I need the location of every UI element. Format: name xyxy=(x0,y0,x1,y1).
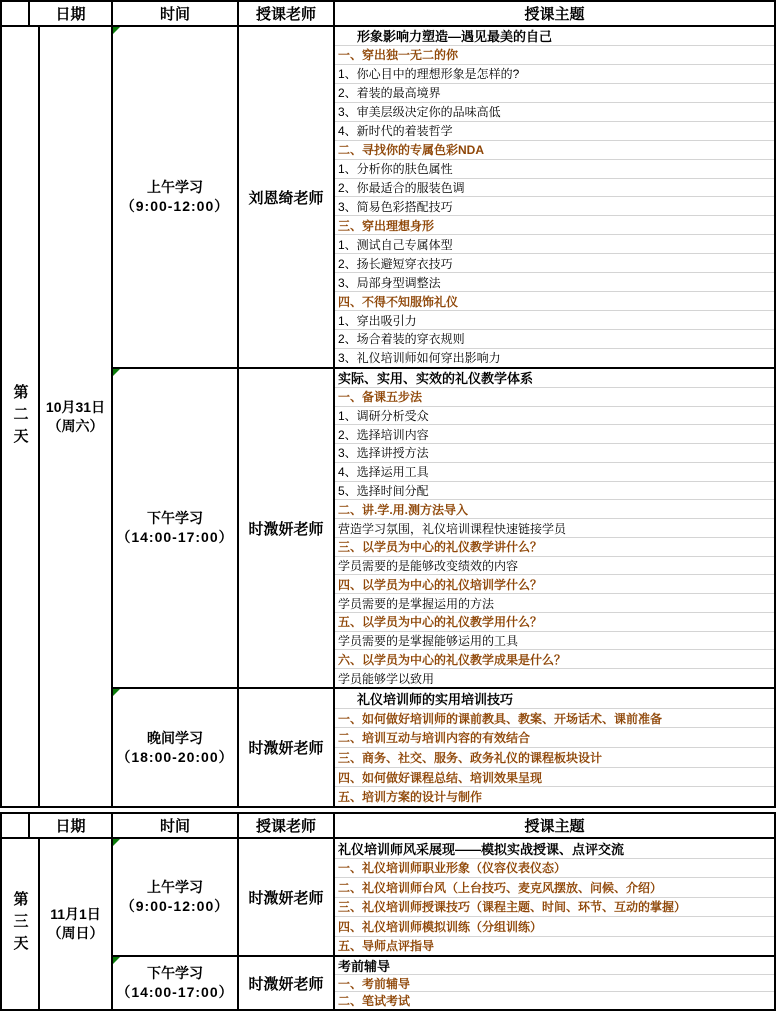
topic-row[interactable] xyxy=(335,196,774,215)
header-date-label: 日期 xyxy=(55,6,86,23)
time-cell[interactable] xyxy=(113,957,239,1009)
time-blocks xyxy=(113,839,774,1009)
topic-row[interactable] xyxy=(335,518,774,537)
topics-column xyxy=(335,369,774,687)
teacher-name-label: 刘恩绮老师 xyxy=(248,189,324,207)
topic-text: 营造学习氛围，礼仪培训课程快速链接学员 xyxy=(338,521,567,536)
excel-error-triangle-icon xyxy=(113,957,120,964)
topic-row[interactable] xyxy=(335,689,774,708)
topics-column xyxy=(335,839,774,955)
topic-text: 三、穿出理想身形 xyxy=(338,218,435,233)
time-session-label: 下午学习 xyxy=(147,965,203,981)
topic-row[interactable] xyxy=(335,140,774,159)
excel-error-triangle-icon xyxy=(113,689,120,696)
topic-text: 3、选择讲授方法 xyxy=(338,446,429,461)
topic-row[interactable] xyxy=(335,747,774,767)
date-line2: （周六） xyxy=(47,417,104,434)
topic-text: 3、局部身型调整法 xyxy=(338,275,441,290)
topic-row[interactable] xyxy=(335,839,774,858)
topic-row[interactable] xyxy=(335,991,774,1009)
time-cell[interactable] xyxy=(113,689,239,806)
header-topic-label: 授课主题 xyxy=(524,818,585,835)
topic-text: 3、审美层级决定你的品味高低 xyxy=(338,105,501,120)
topics-column xyxy=(335,689,774,806)
topic-row[interactable] xyxy=(335,406,774,425)
topic-text: 1、穿出吸引力 xyxy=(338,313,417,328)
day-label: 第二天 xyxy=(11,383,29,450)
time-range-label: （9:00-12:00） xyxy=(120,198,230,214)
topic-row[interactable] xyxy=(335,272,774,291)
excel-error-triangle-icon xyxy=(113,27,120,34)
topic-text: 4、选择运用工具 xyxy=(338,465,429,480)
topic-text: 三、商务、社交、服务、政务礼仪的课程板块设计 xyxy=(338,750,603,765)
topic-row[interactable] xyxy=(335,64,774,83)
topic-text: 二、礼仪培训师台风（上台技巧、麦克风摆放、问候、介绍） xyxy=(338,880,663,895)
header-topic-cell[interactable] xyxy=(335,2,774,25)
day-label: 第三天 xyxy=(11,891,29,957)
topic-text: 学员需要的是能够改变绩效的内容 xyxy=(338,559,519,574)
topic-text: 一、如何做好培训师的课前教具、教案、开场话术、课前准备 xyxy=(338,711,663,726)
time-blocks xyxy=(113,27,774,806)
topic-row[interactable] xyxy=(335,858,774,878)
topic-row[interactable] xyxy=(335,481,774,500)
header-time-cell[interactable] xyxy=(113,814,239,837)
table-header-row xyxy=(2,814,774,839)
topic-text: 学员需要的是掌握能够运用的工具 xyxy=(338,634,519,649)
topic-text: 4、新时代的着装哲学 xyxy=(338,124,453,139)
topic-row[interactable] xyxy=(335,369,774,387)
topic-row[interactable] xyxy=(335,45,774,64)
topic-text: 四、礼仪培训师模拟训练（分组训练） xyxy=(338,919,543,934)
topic-text: 二、讲.学.用.测方法导入 xyxy=(338,502,469,517)
topic-row[interactable] xyxy=(335,556,774,575)
topic-row[interactable] xyxy=(335,631,774,650)
day-cell[interactable] xyxy=(2,27,40,806)
table-header-row xyxy=(2,2,774,27)
header-date-label: 日期 xyxy=(55,818,86,835)
topic-row[interactable] xyxy=(335,974,774,992)
session-block xyxy=(113,369,774,689)
header-stub-cell[interactable] xyxy=(2,814,30,837)
topic-row[interactable] xyxy=(335,767,774,787)
topic-text: 3、简易色彩搭配技巧 xyxy=(338,199,453,214)
time-range-label: （9:00-12:00） xyxy=(120,898,230,914)
date-line1: 11月1日 xyxy=(50,906,101,922)
topic-row[interactable] xyxy=(335,499,774,518)
topic-row[interactable] xyxy=(335,215,774,234)
topic-text: 形象影响力塑造—遇见最美的自己 xyxy=(357,29,553,45)
header-topic-cell[interactable] xyxy=(335,814,774,837)
topic-text: 礼仪培训师的实用培训技巧 xyxy=(357,691,514,707)
topic-text: 二、笔试考试 xyxy=(338,994,411,1009)
topic-text: 五、培训方案的设计与制作 xyxy=(338,790,483,805)
session-block xyxy=(113,27,774,369)
topic-text: 2、场合着装的穿衣规则 xyxy=(338,332,465,347)
topic-row[interactable] xyxy=(335,424,774,443)
topic-text: 五、导师点评指导 xyxy=(338,939,435,954)
topic-text: 三、礼仪培训师授课技巧（课程主题、时间、环节、互动的掌握） xyxy=(338,900,687,915)
date-cell[interactable] xyxy=(40,27,113,806)
topic-text: 5、选择时间分配 xyxy=(338,483,429,498)
time-session-label: 下午学习 xyxy=(147,510,203,526)
topic-row[interactable] xyxy=(335,102,774,121)
topic-row[interactable] xyxy=(335,649,774,668)
time-session-label: 上午学习 xyxy=(147,879,203,895)
topic-row[interactable] xyxy=(335,897,774,917)
topic-row[interactable] xyxy=(335,537,774,556)
topic-row[interactable] xyxy=(335,27,774,45)
topic-text: 考前辅导 xyxy=(338,958,391,974)
teacher-cell[interactable] xyxy=(239,839,335,955)
time-session-label: 上午学习 xyxy=(147,179,203,195)
table-body xyxy=(2,27,774,806)
topic-text: 二、培训互动与培训内容的有效结合 xyxy=(338,731,531,746)
session-block xyxy=(113,839,774,957)
teacher-name-label: 时溦妍老师 xyxy=(248,740,324,757)
time-cell[interactable] xyxy=(113,839,239,955)
topics-column xyxy=(335,957,774,1009)
topic-text: 二、寻找你的专属色彩NDA xyxy=(338,143,484,158)
topic-text: 一、穿出独一无二的你 xyxy=(338,48,459,63)
topic-text: 3、礼仪培训师如何穿出影响力 xyxy=(338,351,501,366)
schedule-table-2 xyxy=(0,812,776,1011)
topic-text: 1、分析你的肤色属性 xyxy=(338,162,453,177)
topic-row[interactable] xyxy=(335,178,774,197)
header-time-label: 时间 xyxy=(159,818,190,835)
topic-text: 四、如何做好课程总结、培训效果呈现 xyxy=(338,770,543,785)
teacher-cell[interactable] xyxy=(239,689,335,806)
teacher-cell[interactable] xyxy=(239,369,335,687)
excel-error-triangle-icon xyxy=(113,369,120,376)
topic-row[interactable] xyxy=(335,574,774,593)
session-block xyxy=(113,957,774,1009)
topics-column xyxy=(335,27,774,367)
topic-text: 一、礼仪培训师职业形象（仪容仪表仪态） xyxy=(338,861,567,876)
topic-text: 2、着装的最高境界 xyxy=(338,86,441,101)
date-line2: （周日） xyxy=(47,925,104,941)
topic-text: 1、你心目中的理想形象是怎样的? xyxy=(338,67,520,82)
topic-row[interactable] xyxy=(335,708,774,728)
topic-row[interactable] xyxy=(335,877,774,897)
date-cell[interactable] xyxy=(40,839,113,1009)
topic-row[interactable] xyxy=(335,593,774,612)
header-teacher-cell[interactable] xyxy=(239,814,335,837)
session-block xyxy=(113,689,774,806)
header-date-cell[interactable] xyxy=(30,2,113,25)
topic-row[interactable] xyxy=(335,329,774,348)
topic-text: 六、以学员为中心的礼仪教学成果是什么？ xyxy=(338,652,567,667)
table-body xyxy=(2,839,774,1009)
topic-text: 2、选择培训内容 xyxy=(338,427,429,442)
header-teacher-label: 授课老师 xyxy=(255,6,316,23)
header-stub-cell[interactable] xyxy=(2,2,30,25)
topic-text: 一、备课五步法 xyxy=(338,390,423,405)
topic-text: 学员能够学以致用 xyxy=(338,671,435,686)
topic-row[interactable] xyxy=(335,727,774,747)
topic-row[interactable] xyxy=(335,83,774,102)
time-session-label: 晚间学习 xyxy=(147,729,203,746)
topic-row[interactable] xyxy=(335,159,774,178)
topic-row[interactable] xyxy=(335,234,774,253)
time-range-label: （14:00-17:00） xyxy=(116,984,234,1000)
header-time-cell[interactable] xyxy=(113,2,239,25)
time-cell[interactable] xyxy=(113,369,239,687)
topic-row[interactable] xyxy=(335,786,774,806)
excel-error-triangle-icon xyxy=(113,839,120,846)
topic-text: 礼仪培训师风采展现——模拟实战授课、点评交流 xyxy=(338,841,625,857)
header-teacher-label: 授课老师 xyxy=(255,818,316,835)
teacher-cell[interactable] xyxy=(239,27,335,367)
topic-text: 实际、实用、实效的礼仪教学体系 xyxy=(338,371,534,387)
topic-row[interactable] xyxy=(335,612,774,631)
topic-row[interactable] xyxy=(335,443,774,462)
day-cell[interactable] xyxy=(2,839,40,1009)
topic-row[interactable] xyxy=(335,253,774,272)
topic-text: 三、以学员为中心的礼仪教学讲什么？ xyxy=(338,540,543,555)
topic-text: 1、调研分析受众 xyxy=(338,408,429,423)
date-line1: 10月31日 xyxy=(45,398,106,415)
topic-text: 一、考前辅导 xyxy=(338,976,411,991)
time-cell[interactable] xyxy=(113,27,239,367)
topic-text: 学员需要的是掌握运用的方法 xyxy=(338,596,495,611)
topic-row[interactable] xyxy=(335,936,774,956)
time-range-label: （14:00-17:00） xyxy=(116,529,234,545)
teacher-cell[interactable] xyxy=(239,957,335,1009)
topic-row[interactable] xyxy=(335,348,774,367)
topic-row[interactable] xyxy=(335,121,774,140)
topic-row[interactable] xyxy=(335,668,774,687)
topic-row[interactable] xyxy=(335,387,774,406)
topic-text: 2、你最适合的服装色调 xyxy=(338,180,465,195)
header-date-cell[interactable] xyxy=(30,814,113,837)
topic-row[interactable] xyxy=(335,310,774,329)
topic-row[interactable] xyxy=(335,291,774,310)
header-time-label: 时间 xyxy=(159,6,190,23)
topic-text: 2、扬长避短穿衣技巧 xyxy=(338,256,453,271)
teacher-name-label: 时溦妍老师 xyxy=(248,889,324,907)
teacher-name-label: 时溦妍老师 xyxy=(248,975,324,993)
topic-text: 四、以学员为中心的礼仪培训学什么？ xyxy=(338,577,543,592)
topic-row[interactable] xyxy=(335,916,774,936)
header-teacher-cell[interactable] xyxy=(239,2,335,25)
topic-row[interactable] xyxy=(335,462,774,481)
topic-text: 1、测试自己专属体型 xyxy=(338,237,453,252)
time-range-label: （18:00-20:00） xyxy=(116,748,234,765)
header-topic-label: 授课主题 xyxy=(524,6,585,23)
topic-text: 五、以学员为中心的礼仪教学用什么？ xyxy=(338,615,543,630)
topic-row[interactable] xyxy=(335,957,774,974)
teacher-name-label: 时溦妍老师 xyxy=(248,520,324,538)
topic-text: 四、不得不知服饰礼仪 xyxy=(338,294,459,309)
